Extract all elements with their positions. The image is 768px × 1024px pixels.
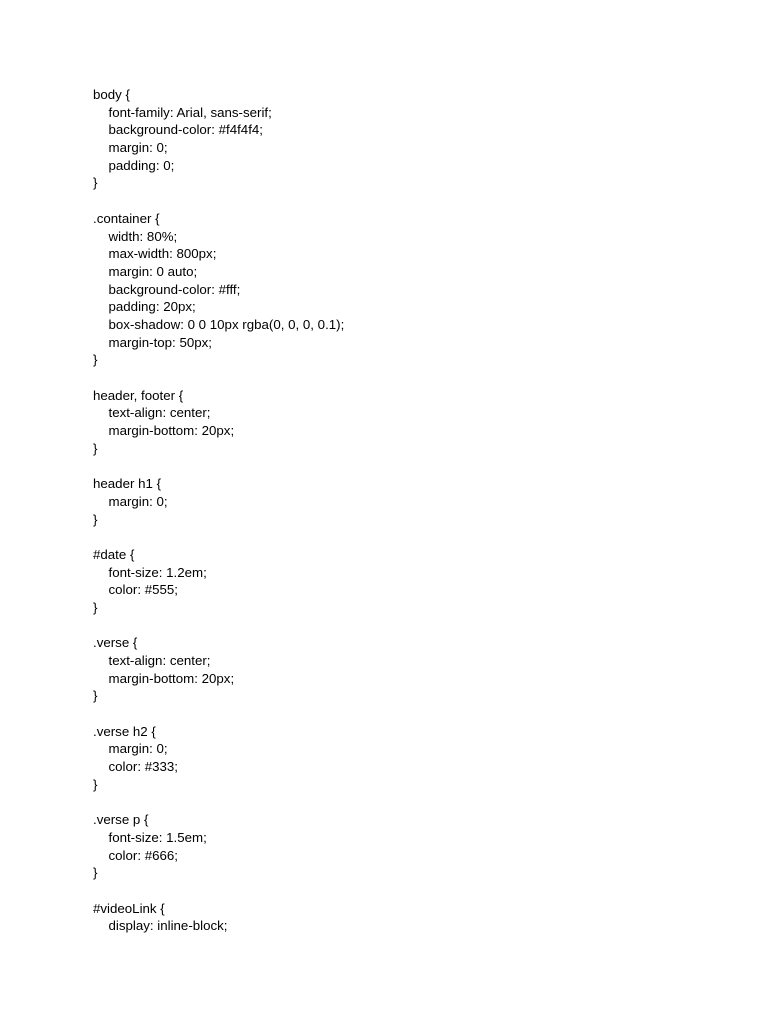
code-line: font-family: Arial, sans-serif; xyxy=(108,104,272,120)
blank-line xyxy=(93,882,344,900)
code-line: } xyxy=(93,688,98,704)
code-line: .container { xyxy=(93,210,160,226)
code-line: margin: 0; xyxy=(108,741,168,757)
code-line: } xyxy=(93,599,98,615)
code-line: width: 80%; xyxy=(108,228,178,244)
blank-line xyxy=(93,617,344,635)
code-line: #videoLink { xyxy=(93,900,165,916)
code-line: } xyxy=(93,511,98,527)
blank-line xyxy=(93,528,344,546)
code-line: color: #555; xyxy=(108,582,178,598)
code-line: } xyxy=(93,175,98,191)
code-line: padding: 0; xyxy=(108,157,175,173)
blank-line xyxy=(93,794,344,812)
code-line: max-width: 800px; xyxy=(108,246,217,262)
code-document xyxy=(93,86,344,935)
code-line: } xyxy=(93,865,98,881)
code-line: .verse p { xyxy=(93,812,149,828)
code-line: .verse h2 { xyxy=(93,723,156,739)
code-line: margin: 0; xyxy=(108,493,168,509)
code-line: margin: 0 auto; xyxy=(108,263,198,279)
code-line: #date { xyxy=(93,546,135,562)
code-line: } xyxy=(93,352,98,368)
blank-line xyxy=(93,192,344,210)
code-line: background-color: #f4f4f4; xyxy=(108,122,263,138)
code-line: background-color: #fff; xyxy=(108,281,241,297)
blank-line xyxy=(93,705,344,723)
code-line: margin-bottom: 20px; xyxy=(108,670,235,686)
code-line: color: #666; xyxy=(108,847,178,863)
code-line: font-size: 1.2em; xyxy=(108,564,207,580)
code-line: margin: 0; xyxy=(108,140,168,156)
code-line: margin-bottom: 20px; xyxy=(108,423,235,439)
code-line: margin-top: 50px; xyxy=(108,334,212,350)
code-line: font-size: 1.5em; xyxy=(108,829,207,845)
code-line: display: inline-block; xyxy=(108,918,228,934)
code-line: } xyxy=(93,776,98,792)
blank-line xyxy=(93,369,344,387)
code-line: box-shadow: 0 0 10px rgba(0, 0, 0, 0.1); xyxy=(108,316,345,332)
code-line: body { xyxy=(93,87,130,102)
code-line: header, footer { xyxy=(93,387,184,403)
blank-line xyxy=(93,457,344,475)
code-line: text-align: center; xyxy=(108,653,211,668)
code-line: color: #333; xyxy=(108,759,178,775)
code-line: .verse { xyxy=(93,635,138,651)
code-line: padding: 20px; xyxy=(108,299,196,315)
code-line: } xyxy=(93,440,98,456)
code-line: header h1 { xyxy=(93,476,162,492)
code-line: text-align: center; xyxy=(108,405,211,421)
